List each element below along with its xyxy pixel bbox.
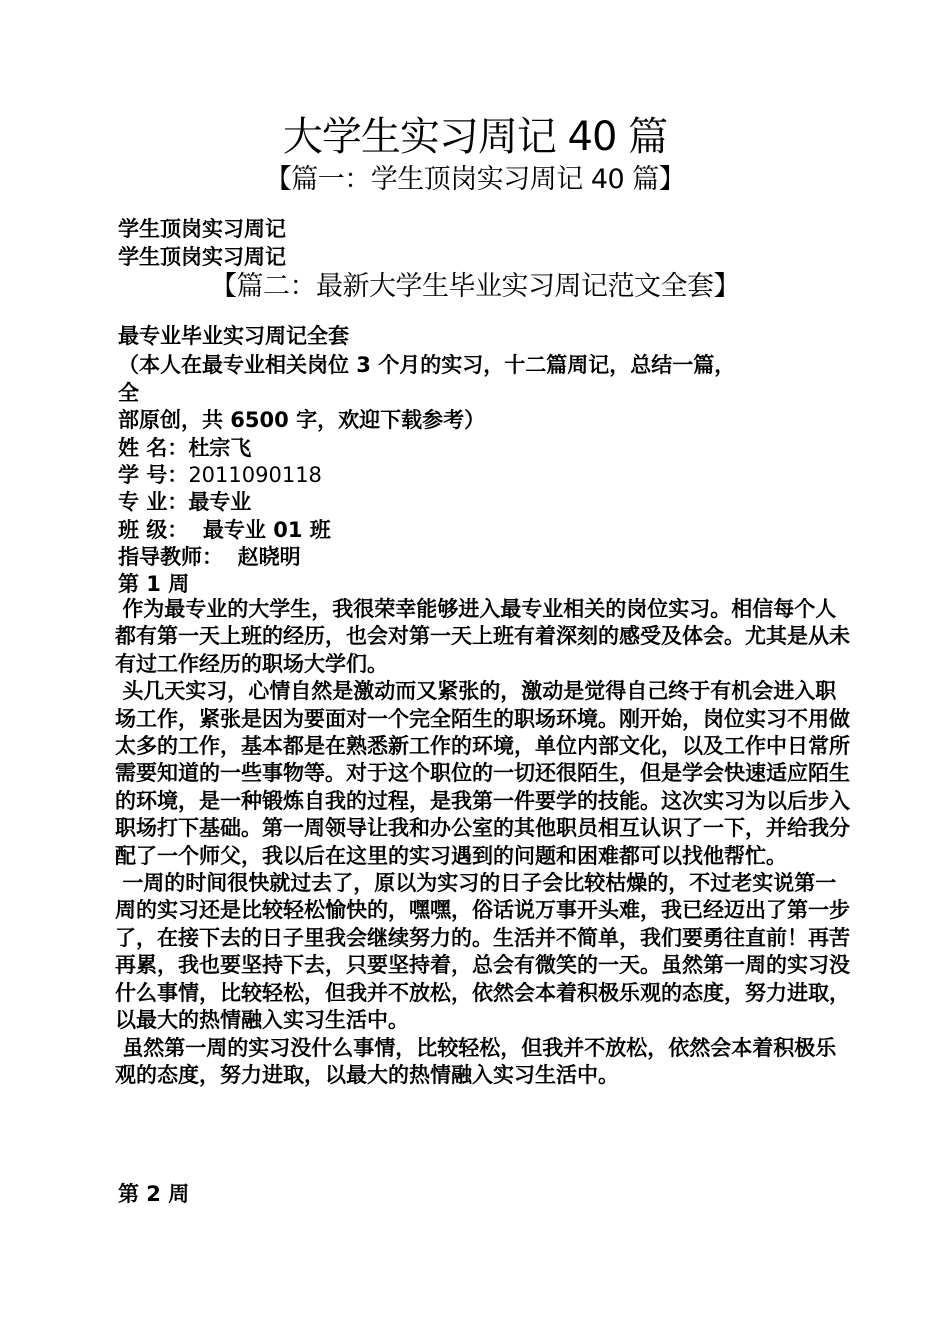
paragraph-3: 一周的时间很快就过去了，原以为实习的日子会比较枯燥的，不过老实说第一周的实习还是比较轻松愉快的，嘿嘿，俗话说万事开头难，我已经迈出了第一步了，在接下去的日子里我会继续努力的。生活并不简单，我们要勇往直前！再苦再累，我也要坚持下去，只要坚持着，总会有微笑的一天。虽然第一周的实习没什么事情，比较轻松，但我并不放松，依然会本着积极乐观的态度，努力进取，以最大的热情融入实习生活中。 [115, 871, 850, 1033]
info-class-row [118, 516, 331, 544]
info-advisor-label: 指导教师： [118, 545, 223, 569]
info-name-label: 姓 名： [118, 436, 189, 460]
info-name-value: 杜宗飞 [188, 436, 252, 460]
info-name-row [118, 434, 251, 462]
document-title: 大学生实习周记 40 篇 [282, 114, 668, 160]
paragraph-4: 虽然第一周的实习没什么事情，比较轻松，但我并不放松，依然会本着积极乐观的态度，努力进取，以最大的热情融入实习生活中。 [115, 1035, 837, 1087]
info-major-row [118, 488, 251, 516]
info-id-value: 2011090118 [188, 463, 322, 487]
section-two-title: 【篇二：最新大学生毕业实习周记范文全套】 [210, 271, 740, 302]
week-2-label: 第 2 周 [118, 1182, 190, 1206]
info-id-row [118, 461, 322, 489]
paragraph-1: 作为最专业的大学生，我很荣幸能够进入最专业相关的岗位实习。相信每个人都有第一天上班的经历，也会对第一天上班有着深刻的感受及体会。尤其是从未有过工作经历的职场大学们。 [115, 597, 850, 676]
report-note-line-3: 部原创，共 6500 字，欢迎下载参考） [118, 408, 486, 432]
report-note-line-1: （本人在最专业相关岗位 3 个月的实习，十二篇周记，总结一篇， [118, 353, 736, 377]
section-one-line-2: 学生顶岗实习周记 [118, 245, 286, 269]
info-class-label: 班 级： [118, 518, 189, 542]
info-id-label: 学 号： [118, 463, 189, 487]
info-advisor-row [118, 543, 301, 571]
week-1-body [115, 596, 850, 1089]
report-note-line-2: 全 [118, 381, 139, 405]
info-major-value: 最专业 [188, 490, 252, 514]
report-heading: 最专业毕业实习周记全套 [118, 324, 349, 348]
week-1-label: 第 1 周 [118, 572, 190, 596]
section-one-title: 【篇一：学生顶岗实习周记 40 篇】 [264, 164, 686, 195]
info-major-label: 专 业： [118, 490, 189, 514]
section-one-line-1: 学生顶岗实习周记 [118, 217, 286, 241]
info-advisor-value: 赵晓明 [223, 545, 301, 569]
info-class-value: 最专业 01 班 [188, 518, 331, 542]
paragraph-2: 头几天实习，心情自然是激动而又紧张的，激动是觉得自己终于有机会进入职场工作，紧张是因为要面对一个完全陌生的职场环境。刚开始，岗位实习不用做太多的工作，基本都是在熟悉新工作的环境，单位内部文化，以及工作中日常所需要知道的一些事物等。对于这个职位的一切还很陌生，但是学会快速适应陌生的环境，是一种锻炼自我的过程，是我第一件要学的技能。这次实习为以后步入职场打下基础。第一周领导让我和办公室的其他职员相互认识了一下，并给我分配了一个师父，我以后在这里的实习遇到的问题和困难都可以找他帮忙。 [115, 679, 850, 868]
